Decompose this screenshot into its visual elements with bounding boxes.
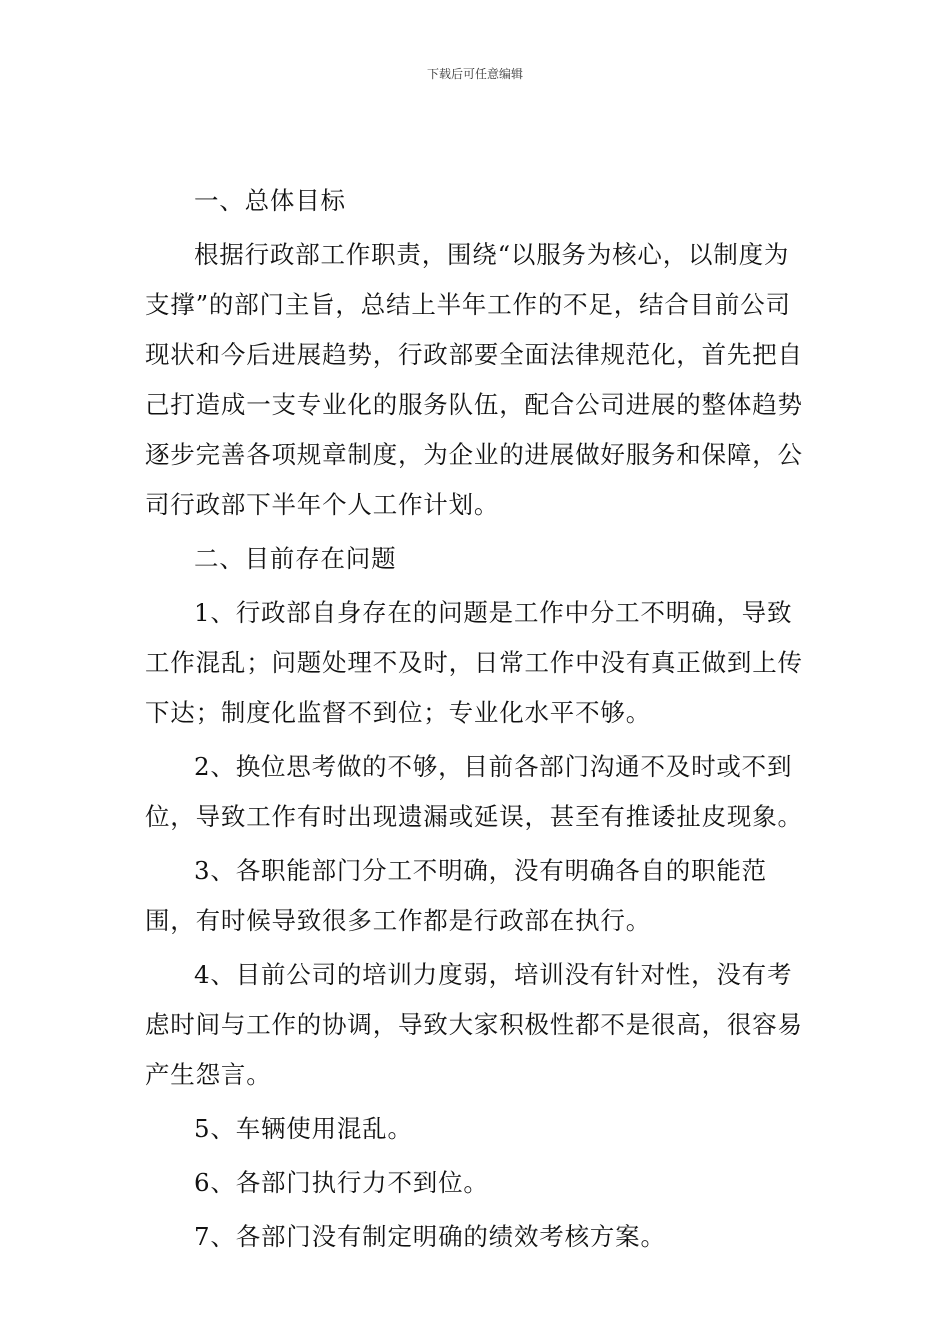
problem-item-3: 3、各职能部门分工不明确，没有明确各自的职能范围，有时候导致很多工作都是行政部在执行。 [145,856,767,935]
section-heading-overall-goal: 一、总体目标 [194,186,346,215]
problem-item-5: 5、车辆使用混乱。 [194,1114,413,1143]
section-heading-current-problems: 二、目前存在问题 [194,544,397,573]
problem-item-6: 6、各部门执行力不到位。 [194,1168,489,1197]
page-header-note: 下载后可任意编辑 [426,67,523,81]
document-body [145,176,810,1262]
problem-item-4: 4、目前公司的培训力度弱，培训没有针对性，没有考虑时间与工作的协调，导致大家积极性都不是很高，很容易产生怨言。 [145,960,803,1089]
problem-item-1: 1、行政部自身存在的问题是工作中分工不明确，导致工作混乱；问题处理不及时，日常工作中没有真正做到上传下达；制度化监督不到位；专业化水平不够。 [145,598,803,727]
problem-item-7: 7、各部门没有制定明确的绩效考核方案。 [194,1222,666,1251]
problem-item-2: 2、换位思考做的不够，目前各部门沟通不及时或不到位，导致工作有时出现遗漏或延误，甚至有推诿扯皮现象。 [145,752,803,831]
paragraph-overall-goal: 根据行政部工作职责，围绕“以服务为核心，以制度为支撑”的部门主旨，总结上半年工作的不足，结合目前公司现状和今后进展趋势，行政部要全面法律规范化，首先把自己打造成一支专业化的服务队伍，配合公司进展的整体趋势逐步完善各项规章制度，为企业的进展做好服务和保障，公司行政部下半年个人工作计划。 [145,240,803,519]
